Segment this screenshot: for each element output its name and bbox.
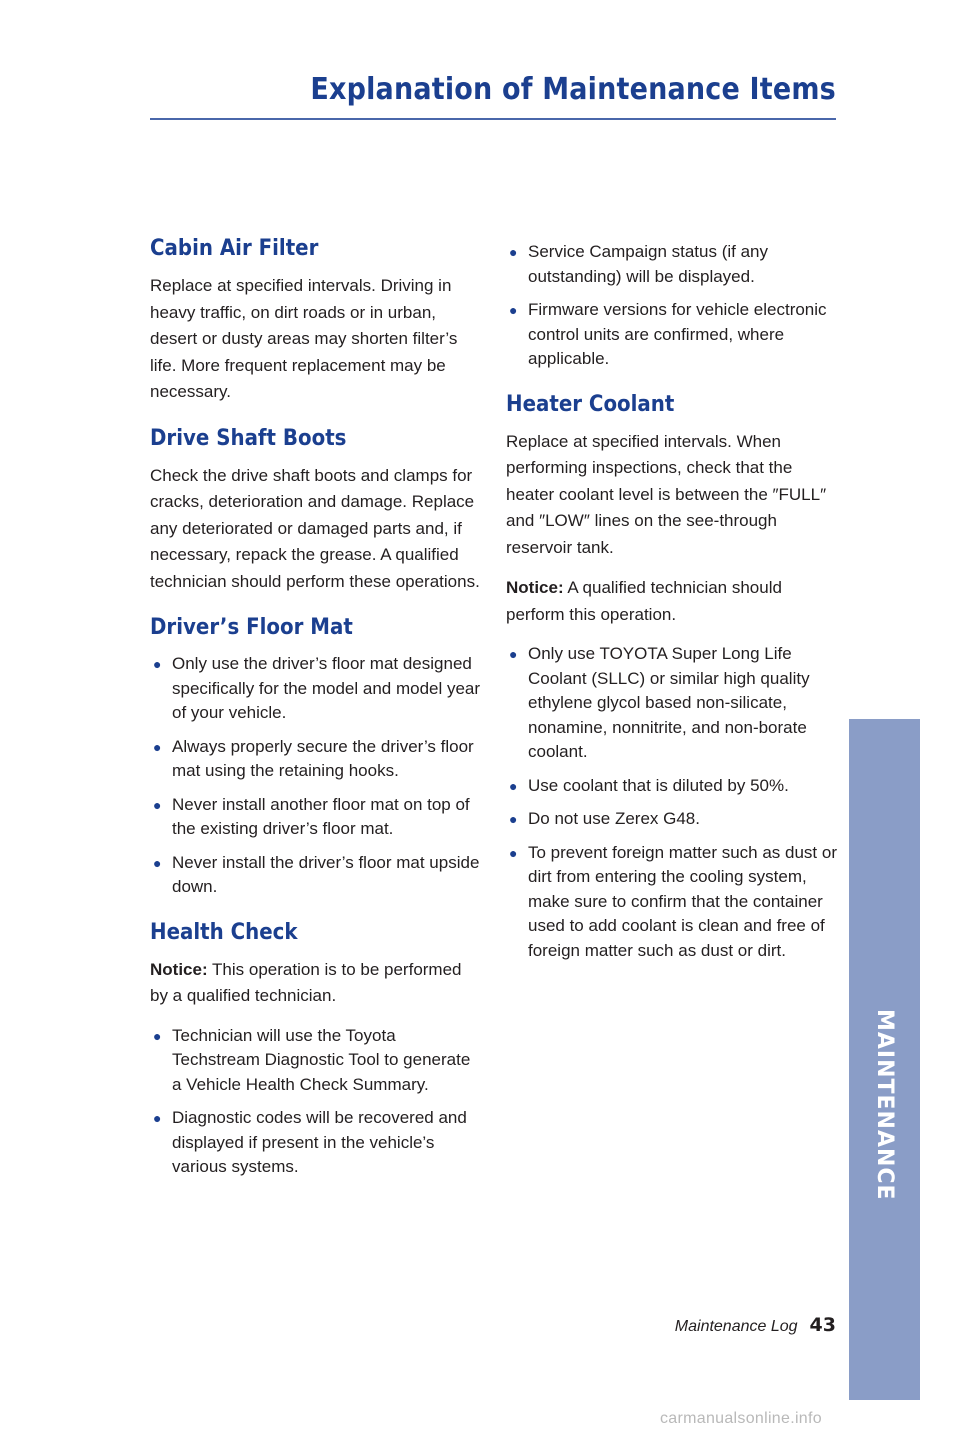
bullet-dot-icon: ● bbox=[153, 796, 162, 813]
list-item bbox=[150, 735, 482, 784]
notice-paragraph bbox=[150, 957, 482, 1010]
list-item bbox=[150, 652, 482, 726]
list-item-text: Only use TOYOTA Super Long Life Coolant (SLLC) or similar high quality ethylene glycol based non-silicate, nonamine, nonnitrite, and non-borate coolant. bbox=[528, 644, 810, 761]
list-item-text: Diagnostic codes will be recovered and displayed if present in the vehicle’s various systems. bbox=[172, 1108, 467, 1176]
footer-label: Maintenance Log bbox=[674, 1318, 798, 1335]
list-item-text: Firmware versions for vehicle electronic control units are confirmed, where applicable. bbox=[528, 300, 827, 368]
list-item bbox=[150, 793, 482, 842]
list-item-text: Only use the driver’s floor mat designed specifically for the model and model year of your vehicle. bbox=[172, 654, 481, 722]
bullet-list bbox=[150, 1024, 482, 1180]
page-title: Explanation of Maintenance Items bbox=[310, 72, 836, 107]
bullet-list bbox=[506, 642, 838, 963]
section-heading: Heater Coolant bbox=[506, 391, 675, 417]
bullet-dot-icon: ● bbox=[509, 811, 518, 827]
bullet-list bbox=[506, 240, 838, 372]
bullet-dot-icon: ● bbox=[509, 646, 518, 662]
bullet-dot-icon: ● bbox=[509, 777, 518, 794]
watermark: carmanualsonline.info bbox=[660, 1410, 822, 1427]
section-cabin-air-filter bbox=[150, 236, 482, 406]
notice-label: Notice: bbox=[506, 578, 564, 597]
list-item-text: Never install the driver’s floor mat upside down. bbox=[172, 852, 480, 896]
list-item-text: Use coolant that is diluted by 50%. bbox=[528, 775, 789, 795]
notice-text: This operation is to be performed by a qualified technician. bbox=[150, 959, 462, 1005]
section-paragraph: Replace at specified intervals. Driving in heavy traffic, on dirt roads or in urban, desert or dusty areas may shorten filter’s life. More frequent replacement may be necessary. bbox=[150, 276, 458, 401]
section-heading: Drive Shaft Boots bbox=[150, 425, 347, 451]
section-paragraph: Replace at specified intervals. When performing inspections, check that the heater coolant level is between the ″FULL″ and ″LOW″ lines on the see-through reservoir tank. bbox=[506, 431, 827, 557]
page-footer bbox=[675, 1314, 836, 1336]
list-item bbox=[506, 298, 838, 372]
bullet-dot-icon: ● bbox=[153, 854, 162, 871]
section-heading: Cabin Air Filter bbox=[150, 236, 319, 261]
bullet-list bbox=[150, 652, 482, 900]
notice-label: Notice: bbox=[150, 959, 208, 979]
list-item-text: Do not use Zerex G48. bbox=[528, 809, 700, 828]
section-drivers-floor-mat bbox=[150, 615, 482, 900]
list-item bbox=[506, 240, 838, 289]
section-heater-coolant bbox=[506, 392, 838, 964]
bullet-dot-icon: ● bbox=[153, 1110, 162, 1126]
list-item-text: Never install another floor mat on top of the existing driver’s floor mat. bbox=[172, 794, 470, 838]
list-item-text: To prevent foreign matter such as dust or dirt from entering the cooling system, make sure to confirm that the container used to add coolant is clean and free of foreign matter such as dust or dirt. bbox=[528, 842, 837, 960]
section-drive-shaft-boots bbox=[150, 426, 482, 596]
list-item bbox=[506, 841, 838, 964]
list-item bbox=[150, 1106, 482, 1180]
bullet-dot-icon: ● bbox=[509, 244, 518, 260]
page-number: 43 bbox=[809, 1314, 836, 1336]
bullet-dot-icon: ● bbox=[153, 656, 162, 672]
section-heading: Driver’s Floor Mat bbox=[150, 615, 353, 640]
section-heading: Health Check bbox=[150, 919, 298, 945]
list-item-text: Service Campaign status (if any outstanding) will be displayed. bbox=[528, 242, 768, 286]
list-item bbox=[506, 807, 838, 832]
section-health-check bbox=[150, 920, 482, 1180]
section-health-check-continued bbox=[506, 240, 838, 372]
notice-text: A qualified technician should perform this operation. bbox=[506, 578, 782, 624]
side-tab-label: MAINTENANCE bbox=[872, 1009, 897, 1201]
bullet-dot-icon: ● bbox=[509, 302, 518, 318]
bullet-dot-icon: ● bbox=[509, 844, 518, 861]
left-column bbox=[150, 236, 482, 1200]
title-divider bbox=[150, 118, 836, 120]
list-item-text: Technician will use the Toyota Techstream Diagnostic Tool to generate a Vehicle Health Check Summary. bbox=[172, 1025, 471, 1094]
maintenance-side-tab bbox=[849, 719, 920, 1400]
list-item bbox=[150, 851, 482, 900]
list-item-text: Always properly secure the driver’s floor mat using the retaining hooks. bbox=[172, 736, 474, 780]
right-column bbox=[506, 240, 838, 983]
notice-paragraph bbox=[506, 575, 838, 628]
bullet-dot-icon: ● bbox=[153, 738, 162, 755]
list-item bbox=[506, 642, 838, 765]
section-paragraph: Check the drive shaft boots and clamps for cracks, deterioration and damage. Replace any deteriorated or damaged parts and, if necessary, repack the grease. A qualified technician should perform these operations. bbox=[150, 465, 480, 591]
list-item bbox=[150, 1024, 482, 1098]
bullet-dot-icon: ● bbox=[153, 1027, 162, 1044]
list-item bbox=[506, 774, 838, 799]
